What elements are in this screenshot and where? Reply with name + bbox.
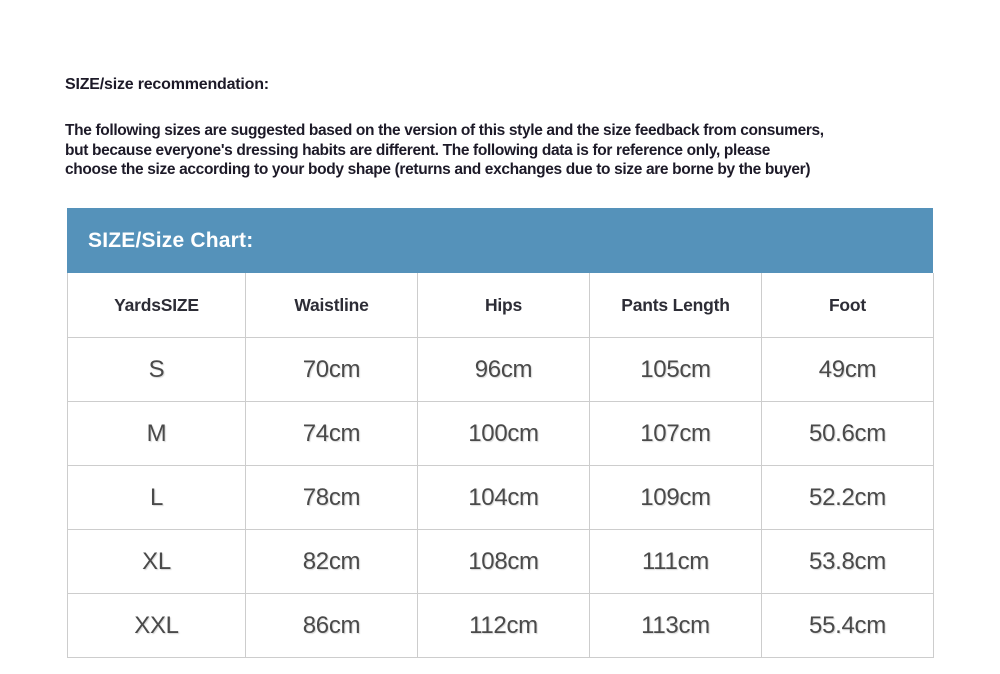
page-title: SIZE/size recommendation: xyxy=(65,76,269,93)
column-header-pants-length: Pants Length xyxy=(590,273,762,338)
table-header-row xyxy=(68,273,934,338)
hips-cell: 100cm xyxy=(418,402,590,466)
paragraph-line-1: The following sizes are suggested based on the version of this style and the size feedback from consumers, xyxy=(65,122,824,139)
pants-length-cell: 107cm xyxy=(590,402,762,466)
table-row-xl xyxy=(68,530,934,594)
hips-cell: 108cm xyxy=(418,530,590,594)
hips-cell: 112cm xyxy=(418,594,590,658)
hips-cell: 104cm xyxy=(418,466,590,530)
size-label-cell: M xyxy=(68,402,246,466)
size-chart xyxy=(67,208,933,658)
hips-cell: 96cm xyxy=(418,338,590,402)
column-header-waistline: Waistline xyxy=(246,273,418,338)
foot-cell: 55.4cm xyxy=(762,594,934,658)
foot-cell: 49cm xyxy=(762,338,934,402)
size-label-cell: S xyxy=(68,338,246,402)
waistline-cell: 78cm xyxy=(246,466,418,530)
column-header-size: YardsSIZE xyxy=(68,273,246,338)
size-chart-table xyxy=(67,273,934,658)
size-chart-title-bar xyxy=(67,208,933,273)
pants-length-cell: 113cm xyxy=(590,594,762,658)
size-recommendation-text xyxy=(65,121,824,180)
foot-cell: 50.6cm xyxy=(762,402,934,466)
pants-length-cell: 109cm xyxy=(590,466,762,530)
column-header-foot: Foot xyxy=(762,273,934,338)
table-row-l xyxy=(68,466,934,530)
waistline-cell: 82cm xyxy=(246,530,418,594)
foot-cell: 52.2cm xyxy=(762,466,934,530)
waistline-cell: 70cm xyxy=(246,338,418,402)
size-label-cell: XL xyxy=(68,530,246,594)
foot-cell: 53.8cm xyxy=(762,530,934,594)
table-row-m xyxy=(68,402,934,466)
pants-length-cell: 105cm xyxy=(590,338,762,402)
column-header-hips: Hips xyxy=(418,273,590,338)
size-label-cell: XXL xyxy=(68,594,246,658)
waistline-cell: 74cm xyxy=(246,402,418,466)
paragraph-line-2: but because everyone's dressing habits are different. The following data is for reference only, please xyxy=(65,141,771,159)
pants-length-cell: 111cm xyxy=(590,530,762,594)
size-chart-title: SIZE/Size Chart: xyxy=(88,228,254,252)
table-row-s xyxy=(68,338,934,402)
size-label-cell: L xyxy=(68,466,246,530)
paragraph-line-3: choose the size according to your body shape (returns and exchanges due to size are borne by the buyer) xyxy=(65,161,811,178)
waistline-cell: 86cm xyxy=(246,594,418,658)
table-row-xxl xyxy=(68,594,934,658)
